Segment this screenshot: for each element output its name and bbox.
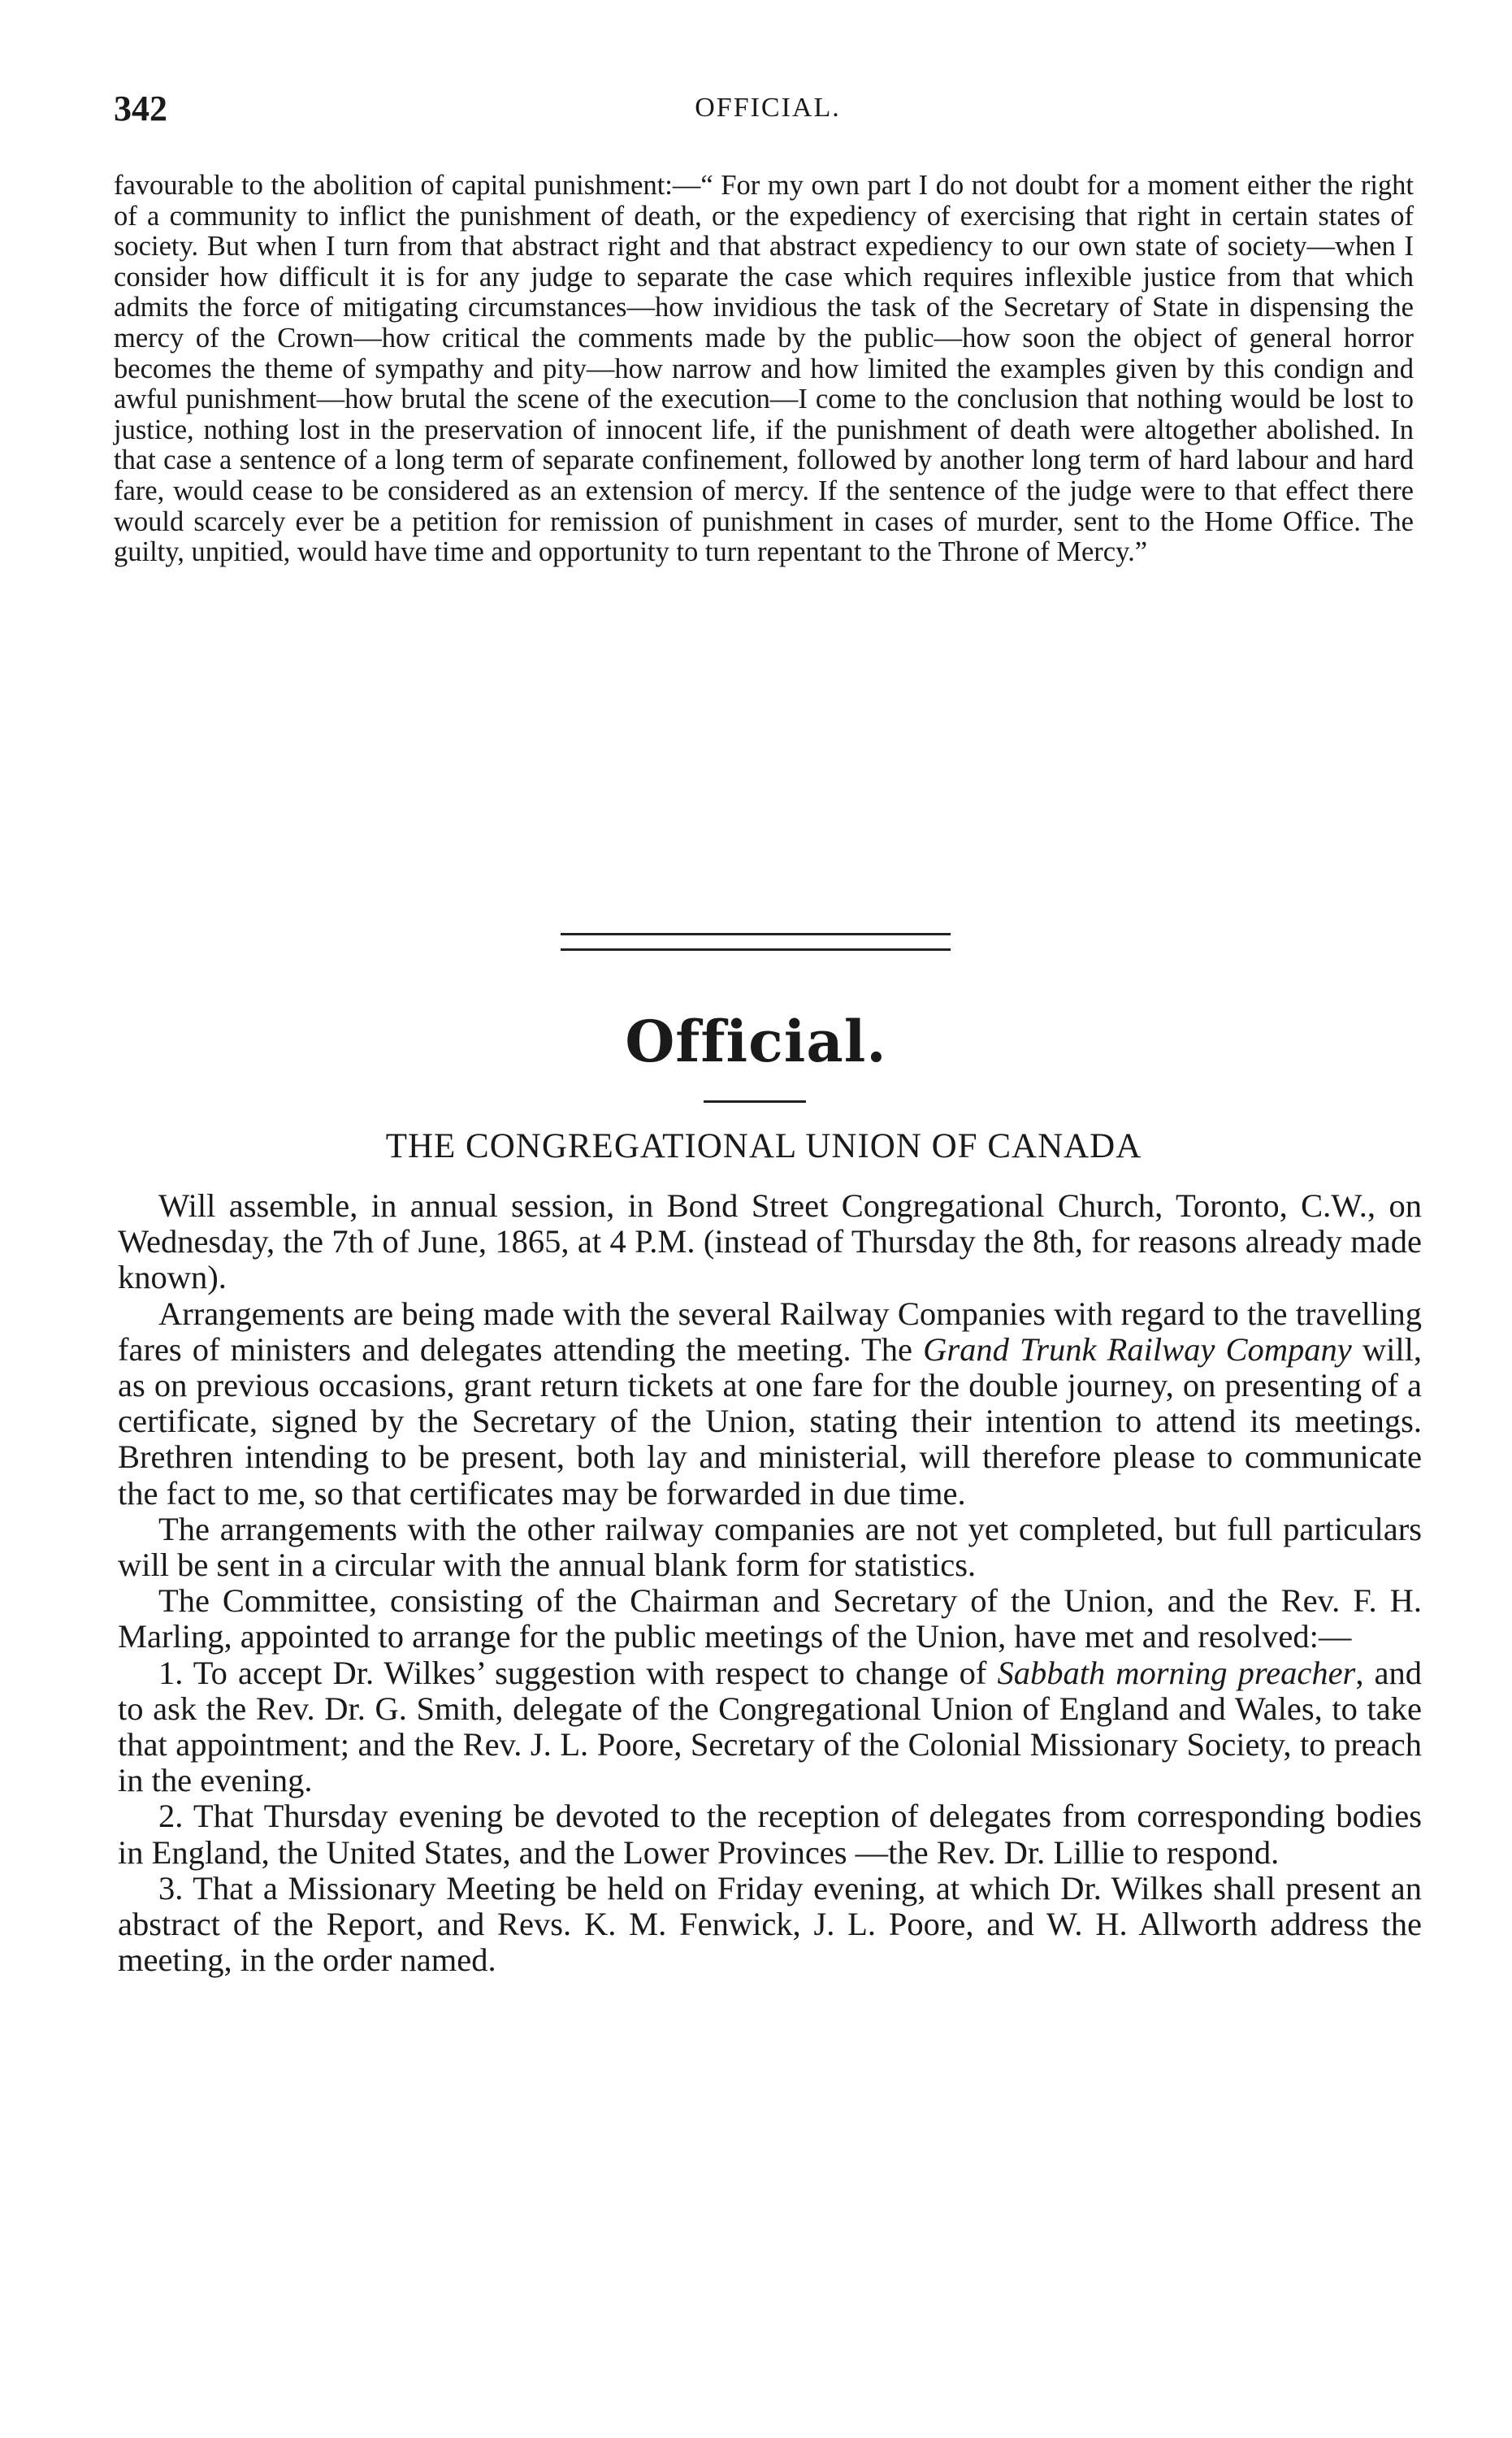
notice-paragraph-other-companies: The arrangements with the other railway companies are not yet completed, but full particulars will be sent in a circular with the annual blank form for statistics. — [118, 1510, 1422, 1584]
italic-run: Sabbath morning preacher — [997, 1654, 1356, 1691]
section-title: Official. — [625, 1008, 887, 1075]
notice-body — [118, 1188, 1422, 1978]
notice-heading: THE CONGREGATIONAL UNION OF CANADA — [385, 1127, 1142, 1165]
text-run: will, as on previous occasions, grant return tickets at one fare for the double journey, on presenting of a certificate, signed by the Secretary of the Union, stating their intention to attend its meetings. Brethren intending to be present, both lay and ministerial, will therefore please to communicate the fact to me, so that certificates may be forwarded in due time. — [118, 1330, 1422, 1512]
resolution-item-1 — [118, 1655, 1422, 1799]
text-run: Arrangements are being made with the several Railway Companies with regard to the travelling fares of ministers and delegates attending the meeting. The — [118, 1295, 1422, 1368]
quote-paragraph: favourable to the abolition of capital punishment:—“ For my own part I do not doubt for a moment either the right of a community to inflict the punishment of death, or the expediency of exercising that right in certain states of society. But when I turn from that abstract right and that abstract expediency to our own state of society—when I consider how difficult it is for any judge to separate the case which requires inflexible justice from that which admits the force of mitigating circumstances—how invidious the task of the Secretary of State in dispensing the mercy of the Crown—how critical the comments made by the public—how soon the object of general horror becomes the theme of sympathy and pity—how narrow and how limited the examples given by this condign and awful punishment—how brutal the scene of the execution—I come to the conclusion that nothing would be lost to justice, nothing lost in the preservation of innocent life, if the punishment of death were altogether abolished. In that case a sentence of a long term of separate confinement, followed by another long term of hard labour and hard fare, would cease to be considered as an extension of mercy. If the sentence of the judge were to that effect there would scarcely ever be a petition for remission of punishment in cases of murder, sent to the Home Office. The guilty, unpitied, would have time and opportunity to turn repentant to the Throne of Mercy.” — [114, 170, 1414, 568]
notice-paragraph-railway — [118, 1296, 1422, 1512]
text-run: 1. To accept Dr. Wilkes’ suggestion with respect to change of — [158, 1654, 998, 1691]
running-head — [114, 88, 1422, 137]
notice-paragraph-committee: The Committee, consisting of the Chairman and Secretary of the Union, and the Rev. F. H. Marling, appointed to arrange for the public meetings of the Union, have met and resolved:— — [118, 1582, 1422, 1655]
italic-run: Grand Trunk Railway Company — [923, 1330, 1352, 1368]
quote-block — [114, 171, 1414, 568]
notice-paragraph-assembly: Will assemble, in annual session, in Bond Street Congregational Church, Toronto, C.W., on Wednesday, the 7th of June, 1865, at 4 P.M. (instead of Thursday the 8th, for reasons already made known). — [118, 1187, 1422, 1296]
resolution-item-3: 3. That a Missionary Meeting be held on Friday evening, at which Dr. Wilkes shall present an abstract of the Report, and Revs. K. M. Fenwick, J. L. Poore, and W. H. Allworth address the meeting, in the order named. — [118, 1869, 1422, 1979]
short-rule-divider — [704, 1100, 806, 1103]
resolution-item-2: 2. That Thursday evening be devoted to the reception of delegates from corresponding bodies in England, the United States, and the Lower Provinces —the Rev. Dr. Lillie to respond. — [118, 1798, 1422, 1871]
page-number: 342 — [114, 89, 167, 128]
text-run: , and to ask the Rev. Dr. G. Smith, delegate of the Congregational Union of England and Wales, to take that appointment; and the Rev. J. L. Poore, Secretary of the Colonial Missionary Society, to preach in the evening. — [118, 1654, 1422, 1799]
double-rule-divider — [561, 933, 951, 951]
running-title: OFFICIAL. — [695, 93, 841, 123]
